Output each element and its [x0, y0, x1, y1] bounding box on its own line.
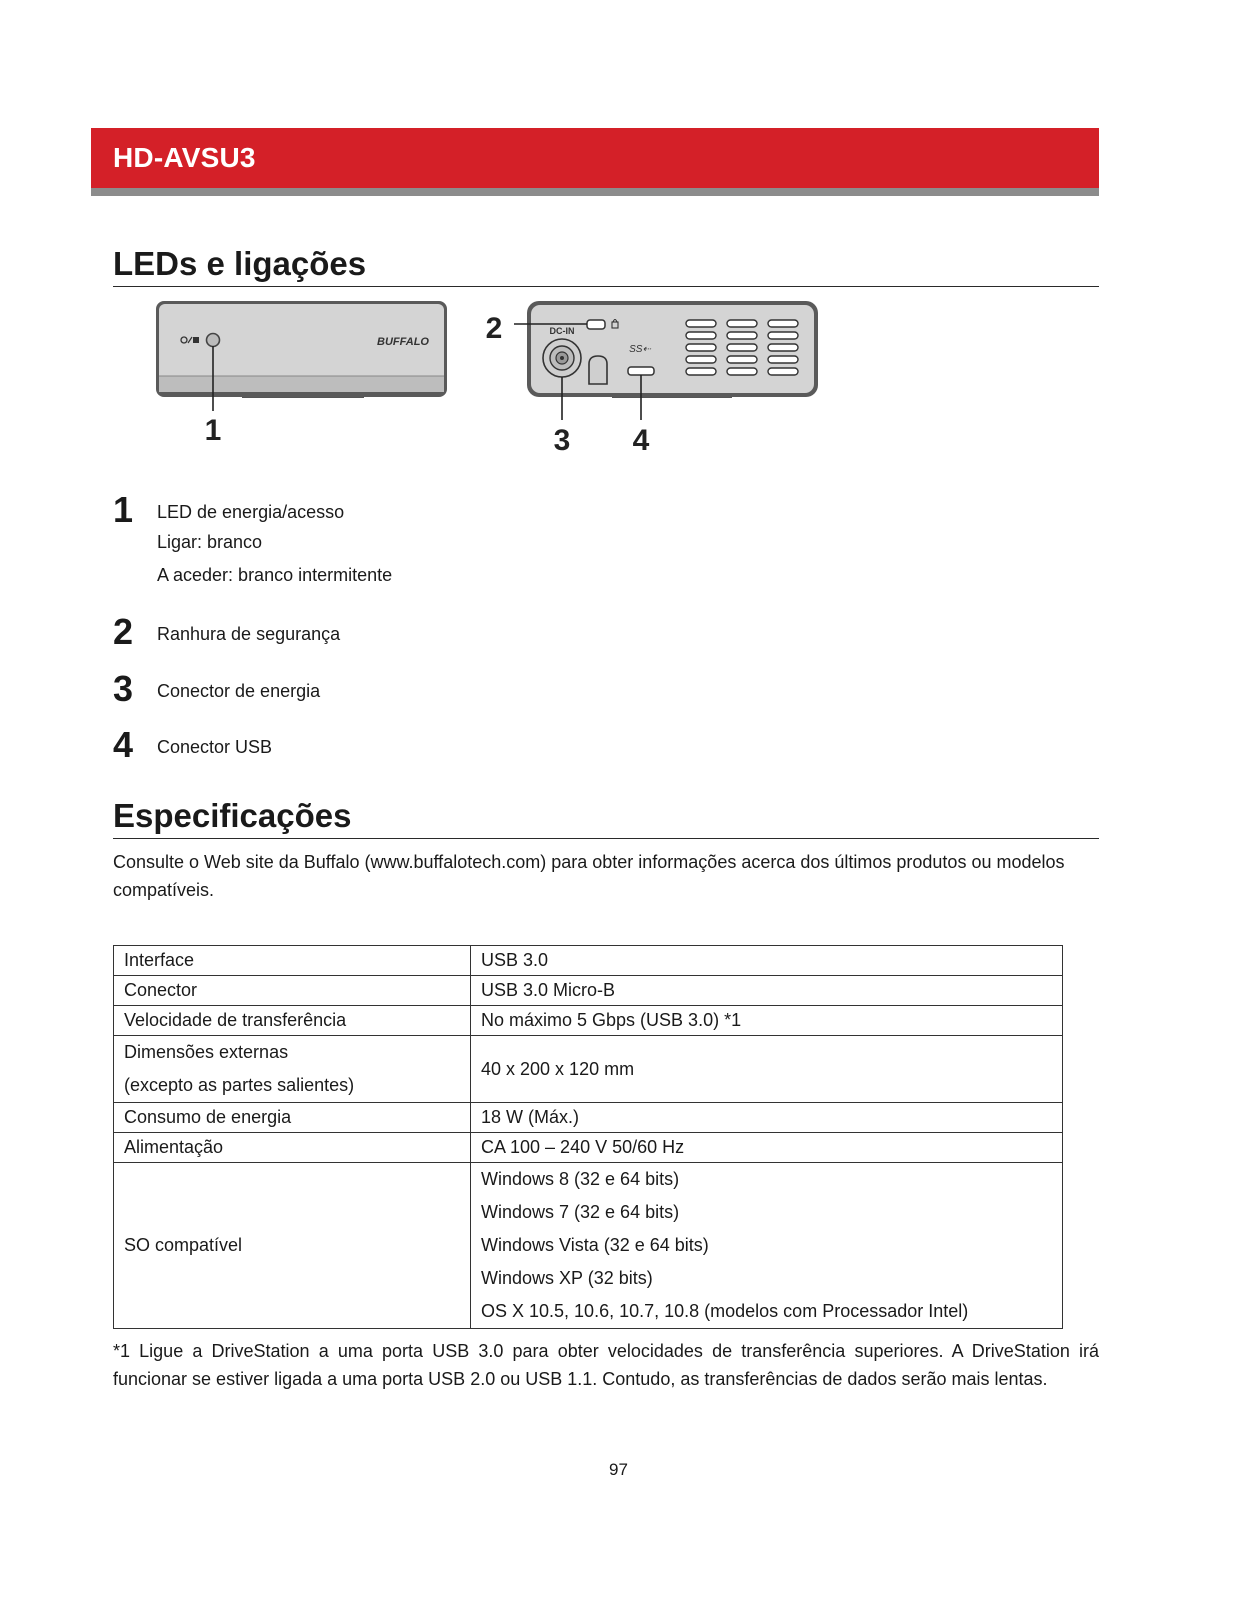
model-title: HD-AVSU3	[113, 142, 256, 173]
table-row	[114, 1133, 1063, 1163]
usb3-logo-icon: SS⇠	[629, 344, 651, 355]
spec-value	[471, 1163, 1063, 1329]
item-line: Ranhura de segurança	[157, 624, 341, 644]
item-line: Conector USB	[157, 737, 273, 757]
front-logo: BUFFALO	[377, 336, 429, 348]
item-number: 3	[113, 668, 134, 709]
power-jack-icon	[543, 339, 581, 377]
device-figure	[150, 298, 830, 465]
item-description	[157, 681, 320, 701]
spec-key: Interface	[114, 946, 471, 976]
leds-section-title: LEDs e ligações	[113, 244, 1099, 287]
device-diagram	[150, 298, 830, 460]
item-number: 4	[113, 724, 134, 765]
spec-key-line: (excepto as partes salientes)	[124, 1075, 355, 1095]
os-item: OS X 10.5, 10.6, 10.7, 10.8 (modelos com Processador Intel)	[481, 1301, 969, 1321]
front-view	[156, 301, 447, 447]
table-row	[114, 1163, 1063, 1329]
spec-value: 40 x 200 x 120 mm	[471, 1036, 1063, 1103]
os-item: Windows 7 (32 e 64 bits)	[481, 1202, 680, 1222]
table-row	[114, 946, 1063, 976]
table-row	[114, 1103, 1063, 1133]
rear-view	[486, 301, 818, 457]
item-number: 2	[113, 611, 134, 652]
spec-value: No máximo 5 Gbps (USB 3.0) *1	[471, 1006, 1063, 1036]
footnote: *1 Ligue a DriveStation a uma porta USB 3.0 para obter velocidades de transferência superiores. A DriveStation irá funcionar se estiver ligada a uma porta USB 2.0 ou USB 1.1. Contudo, as transferências de dados serão mais lentas.	[113, 1341, 1099, 1389]
spec-table	[113, 945, 1063, 1329]
spec-value: USB 3.0	[471, 946, 1063, 976]
table-row	[114, 1036, 1063, 1103]
spec-intro: Consulte o Web site da Buffalo (www.buffalotech.com) para obter informações acerca dos últimos produtos ou modelos compatíveis.	[113, 852, 1065, 900]
spec-key: Velocidade de transferência	[114, 1006, 471, 1036]
os-item: Windows 8 (32 e 64 bits)	[481, 1169, 680, 1189]
spec-value: 18 W (Máx.)	[471, 1103, 1063, 1133]
spec-value: CA 100 – 240 V 50/60 Hz	[471, 1133, 1063, 1163]
item-line: Ligar: branco	[157, 532, 263, 552]
callout-4: 4	[632, 424, 650, 457]
spec-value: USB 3.0 Micro-B	[471, 976, 1063, 1006]
callout-2: 2	[485, 312, 503, 345]
item-line: LED de energia/acesso	[157, 502, 345, 522]
spec-key: Alimentação	[114, 1133, 471, 1163]
item-number: 1	[113, 489, 134, 530]
item-line: Conector de energia	[157, 681, 321, 701]
spec-key	[114, 1036, 471, 1103]
page-number: 97	[609, 1460, 628, 1479]
dc-in-label: DC-IN	[549, 326, 575, 336]
header-banner	[91, 128, 1099, 196]
cable-hook	[589, 356, 607, 384]
table-row	[114, 1006, 1063, 1036]
spec-section-title: Especificações	[113, 796, 1099, 839]
spec-key: Conector	[114, 976, 471, 1006]
spec-key: SO compatível	[114, 1163, 471, 1329]
spec-key-line: Dimensões externas	[124, 1042, 289, 1062]
usb-port-icon	[628, 367, 654, 375]
os-item: Windows XP (32 bits)	[481, 1268, 653, 1288]
power-led	[207, 334, 220, 347]
spec-key: Consumo de energia	[114, 1103, 471, 1133]
callout-3: 3	[553, 424, 571, 457]
table-row	[114, 976, 1063, 1006]
item-line: A aceder: branco intermitente	[157, 565, 393, 585]
item-description	[157, 624, 340, 644]
item-description	[157, 737, 272, 757]
os-item: Windows Vista (32 e 64 bits)	[481, 1235, 709, 1255]
callout-1: 1	[204, 414, 222, 447]
item-description	[157, 502, 392, 585]
